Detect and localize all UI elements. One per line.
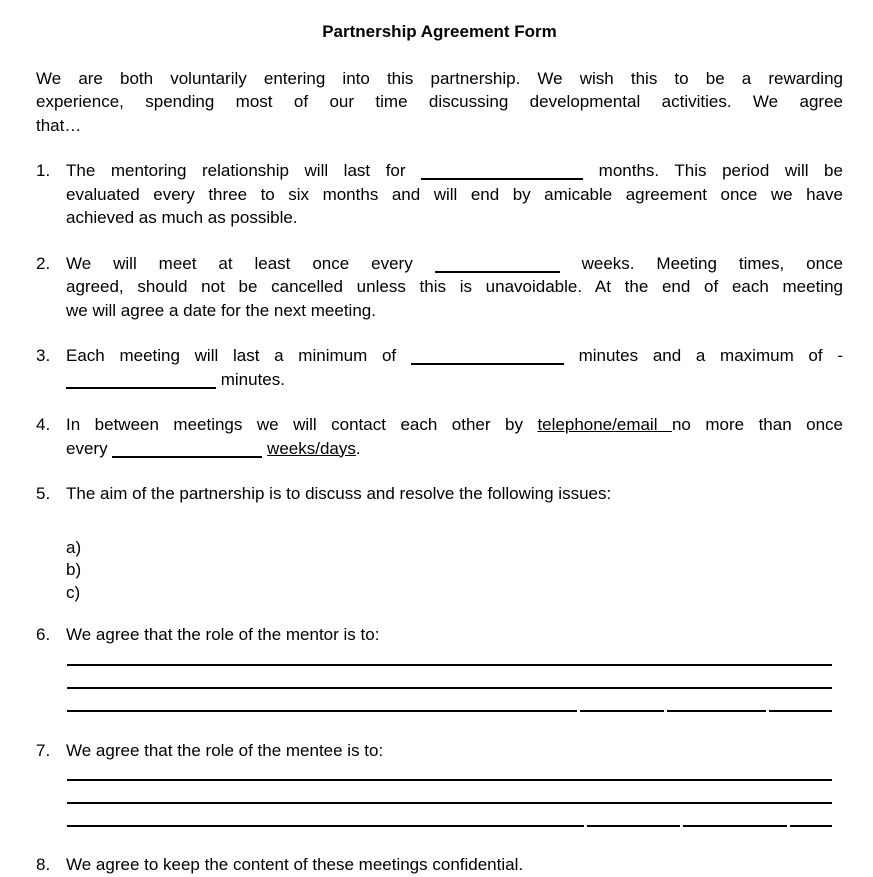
item-text-part: We agree that the role of the mentee is to: <box>66 740 384 760</box>
intro-paragraph <box>36 67 843 138</box>
writing-line[interactable] <box>67 802 832 804</box>
fill-in-blank-meeting-frequency[interactable] <box>435 259 560 273</box>
writing-line-segment <box>67 825 584 827</box>
item-text-part: achieved as much as possible. <box>66 208 298 227</box>
writing-line-segment <box>683 825 787 827</box>
item-number: 7. <box>36 740 51 760</box>
issue-label: c) <box>66 582 81 602</box>
item-text-part: months. This period will be <box>598 161 843 180</box>
item-number: 5. <box>36 484 51 503</box>
issue-line-b[interactable] <box>66 558 843 581</box>
fill-in-blank-min-minutes[interactable] <box>411 351 564 365</box>
writing-line[interactable] <box>67 687 832 689</box>
item-text-part: Each meeting will last a minimum of <box>66 346 397 365</box>
writing-line-segment <box>580 710 664 712</box>
writing-line-segment <box>769 710 832 712</box>
item-number: 6. <box>36 625 51 644</box>
item-body <box>66 623 843 712</box>
item-text-part: weeks. Meeting times, once <box>581 253 843 273</box>
writing-line[interactable] <box>67 825 832 827</box>
issue-label: a) <box>66 537 82 557</box>
mentee-role-lines <box>66 779 843 827</box>
item-text-part: evaluated every three to six months and will end by amicable agreement once we have <box>66 184 843 204</box>
issue-line-c[interactable] <box>66 581 843 604</box>
intro-line: that… <box>36 115 82 135</box>
item-text-part: no more than once <box>671 415 843 434</box>
item-text-part: agreed, should not be cancelled unless this is unavoidable. At the end of each meeting <box>66 277 843 296</box>
item-text-part: we will agree a date for the next meeting. <box>66 300 376 320</box>
item-text-part: The mentoring relationship will last for <box>66 161 406 180</box>
item-text-part: We agree that the role of the mentor is to: <box>66 625 380 644</box>
item-number: 1. <box>36 161 51 180</box>
item-text-part: minutes. <box>220 369 285 389</box>
list-item-7 <box>36 739 843 828</box>
item-number: 8. <box>36 855 51 874</box>
choice-telephone-email: telephone/email <box>537 415 672 434</box>
fill-in-blank-max-minutes[interactable] <box>66 375 216 389</box>
item-text-part: We will meet at least once every <box>66 253 413 273</box>
writing-line[interactable] <box>67 710 832 712</box>
item-body <box>66 413 843 460</box>
item-number: 3. <box>36 346 51 365</box>
item-text-part: . <box>355 438 361 458</box>
issue-line-a[interactable] <box>66 536 843 559</box>
writing-line-segment <box>790 825 832 827</box>
writing-line-segment <box>67 710 577 712</box>
fill-in-blank-contact-frequency[interactable] <box>112 444 262 458</box>
item-text-part: every <box>66 438 108 458</box>
item-body <box>66 482 843 506</box>
list-item-1 <box>36 159 843 230</box>
fill-in-blank-months-duration[interactable] <box>421 166 583 180</box>
item-body <box>66 252 843 323</box>
mentor-role-lines <box>66 664 843 712</box>
item-text-part: We agree to keep the content of these meetings confidential. <box>66 855 524 874</box>
list-item-5 <box>36 482 843 506</box>
list-item-8 <box>36 853 843 877</box>
writing-line[interactable] <box>67 664 832 666</box>
item-body <box>66 853 843 877</box>
writing-line[interactable] <box>67 779 832 781</box>
intro-line: experience, spending most of our time discussing developmental activities. We agree <box>36 92 843 111</box>
document-title: Partnership Agreement Form <box>322 22 557 41</box>
writing-line-segment <box>587 825 680 827</box>
list-item-4 <box>36 413 843 460</box>
choice-weeks-days: weeks/days <box>267 438 356 458</box>
list-item-6 <box>36 623 843 712</box>
item-body <box>66 344 843 391</box>
item-text-part: The aim of the partnership is to discuss and resolve the following issues: <box>66 484 612 503</box>
intro-line: We are both voluntarily entering into this partnership. We wish this to be a rewarding <box>36 68 843 88</box>
list-item-3 <box>36 344 843 391</box>
item-number: 4. <box>36 415 51 434</box>
item-text-part: In between meetings we will contact each other by <box>66 415 523 434</box>
item-body <box>66 159 843 230</box>
writing-line-segment <box>667 710 766 712</box>
issues-list <box>66 536 843 604</box>
item-body <box>66 739 843 828</box>
item-number: 2. <box>36 253 51 273</box>
issue-label: b) <box>66 560 82 579</box>
item-text-part: minutes and a maximum of - <box>578 346 843 365</box>
list-item-2 <box>36 252 843 323</box>
